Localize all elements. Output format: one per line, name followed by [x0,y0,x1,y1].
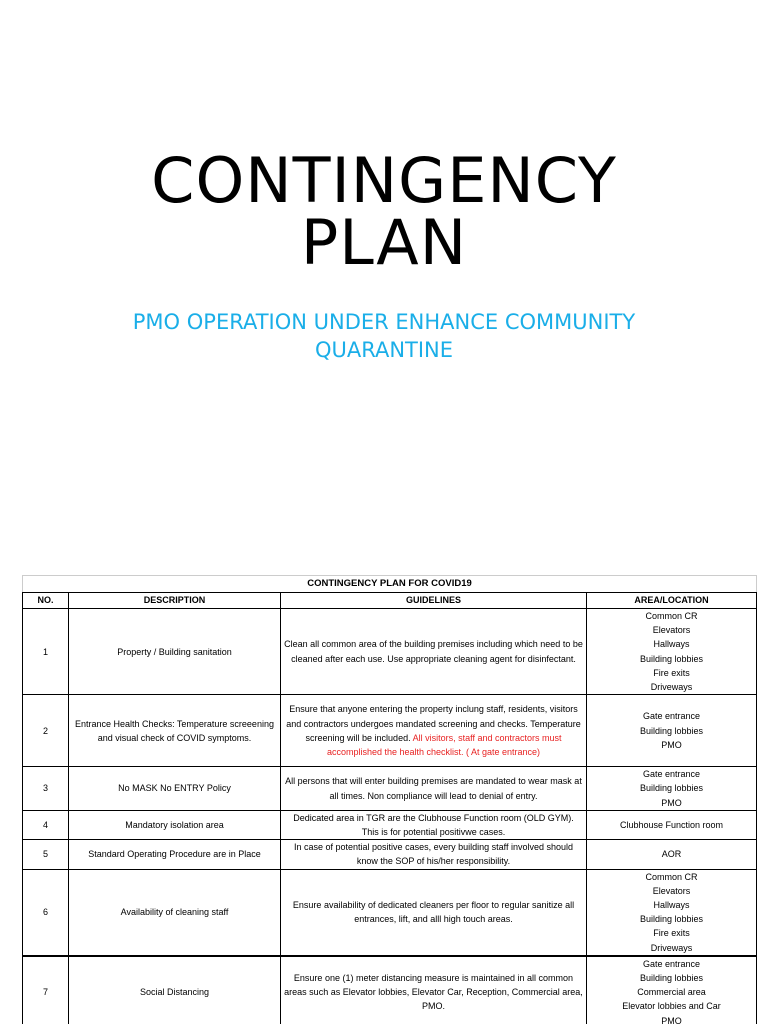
row-locations [587,767,757,811]
location-item: Common CR [645,611,698,621]
row-guidelines [281,956,587,1024]
header-no: NO. [23,593,69,609]
table-header-row [23,593,757,609]
row-number: 7 [23,956,69,1024]
row-number: 2 [23,695,69,767]
row-guidelines [281,840,587,869]
row-description: Entrance Health Checks: Temperature screeening and visual check of COVID symptoms. [69,695,281,767]
row-description: Social Distancing [69,956,281,1024]
location-item: Commercial area [637,987,706,998]
location-item: Fire exits [653,667,690,678]
location-item: Hallways [653,639,690,650]
guideline-text: All persons that will enter building premises are mandated to wear mask at all times. Non compliance will lead to denial of entry. [285,776,582,801]
location-item: Building lobbies [639,653,704,664]
guideline-text: Dedicated area in TGR are the Clubhouse Function room (OLD GYM). This is for potential positivwe cases. [293,812,574,838]
row-description: No MASK No ENTRY Policy [69,767,281,811]
row-description: Property / Building sanitation [69,609,281,695]
header-description: DESCRIPTION [69,593,281,609]
location-item: Building lobbies [639,783,704,794]
row-guidelines [281,869,587,956]
row-description: Standard Operating Procedure are in Place [69,840,281,869]
contingency-table [22,575,757,1024]
guideline-text: Clean all common area of the building premises including which need to be cleaned after each use. Use appropriate cleaning agent for disinfectant. [284,639,583,664]
row-locations [587,609,757,695]
row-number: 3 [23,767,69,811]
location-item: Clubhouse Function room [619,819,724,830]
row-locations [587,956,757,1024]
document-title [0,144,768,279]
row-guidelines [281,810,587,839]
row-locations [587,869,757,956]
location-item: Elevators [652,885,691,896]
document-subtitle [60,308,708,364]
location-item: Elevators [652,625,691,636]
header-guidelines: GUIDELINES [281,593,587,609]
row-description: Mandatory isolation area [69,810,281,839]
table-row [23,956,757,1024]
guideline-text: In case of potential positive cases, every building staff involved should know the SOP of his/her responsibility. [294,842,573,867]
subtitle-line: QUARANTINE [314,338,454,362]
guideline-text: Ensure that anyone entering the property inclung staff, residents, visitors and contractors undergoes mandated screening and checks. Temperature screening will be included. [286,704,581,743]
table-row [23,695,757,767]
table-caption-row [23,576,757,593]
row-locations [587,840,757,869]
location-item: PMO [661,739,682,750]
location-item: Hallways [653,900,690,911]
table-body [23,609,757,1024]
title-line: CONTINGENCY [151,144,617,217]
location-item: Building lobbies [639,973,704,984]
table-row [23,767,757,811]
row-guidelines [281,609,587,695]
guideline-text: Ensure one (1) meter distancing measure is maintained in all common areas such as Elevator lobbies, Elevator Car, Reception, Commercial area, PMO. [284,973,583,1012]
location-item: PMO [661,1015,682,1024]
row-number: 6 [23,869,69,956]
header-location: AREA/LOCATION [587,593,757,609]
title-line: PLAN [300,206,468,279]
location-item: Fire exits [653,928,690,939]
location-item: Driveways [650,942,693,953]
row-locations [587,695,757,767]
row-guidelines [281,695,587,767]
guideline-text: Ensure availability of dedicated cleaners per floor to regular sanitize all entrances, lift, and alll high touch areas. [292,900,575,925]
subtitle-line: PMO OPERATION UNDER ENHANCE COMMUNITY [132,310,636,334]
table-row [23,609,757,695]
location-item: Gate entrance [642,769,701,780]
row-number: 1 [23,609,69,695]
row-description: Availability of cleaning staff [69,869,281,956]
table-row [23,869,757,956]
location-item: Common CR [645,871,698,882]
row-number: 5 [23,840,69,869]
location-item: Building lobbies [639,914,704,925]
table-caption: CONTINGENCY PLAN FOR COVID19 [23,576,757,593]
table-row [23,810,757,839]
location-item: Elevator lobbies and Car [622,1001,721,1012]
row-number: 4 [23,810,69,839]
guideline-highlight-text: All visitors, staff and contractors must accomplished the health checklist. ( At gate entrance) [326,732,562,757]
location-item: PMO [661,797,682,808]
row-guidelines [281,767,587,811]
location-item: Gate entrance [642,958,701,969]
row-locations [587,810,757,839]
location-item: Building lobbies [639,725,704,736]
table-row [23,840,757,869]
location-item: Gate entrance [642,711,701,722]
location-item: AOR [661,849,682,860]
location-item: Driveways [650,682,693,693]
